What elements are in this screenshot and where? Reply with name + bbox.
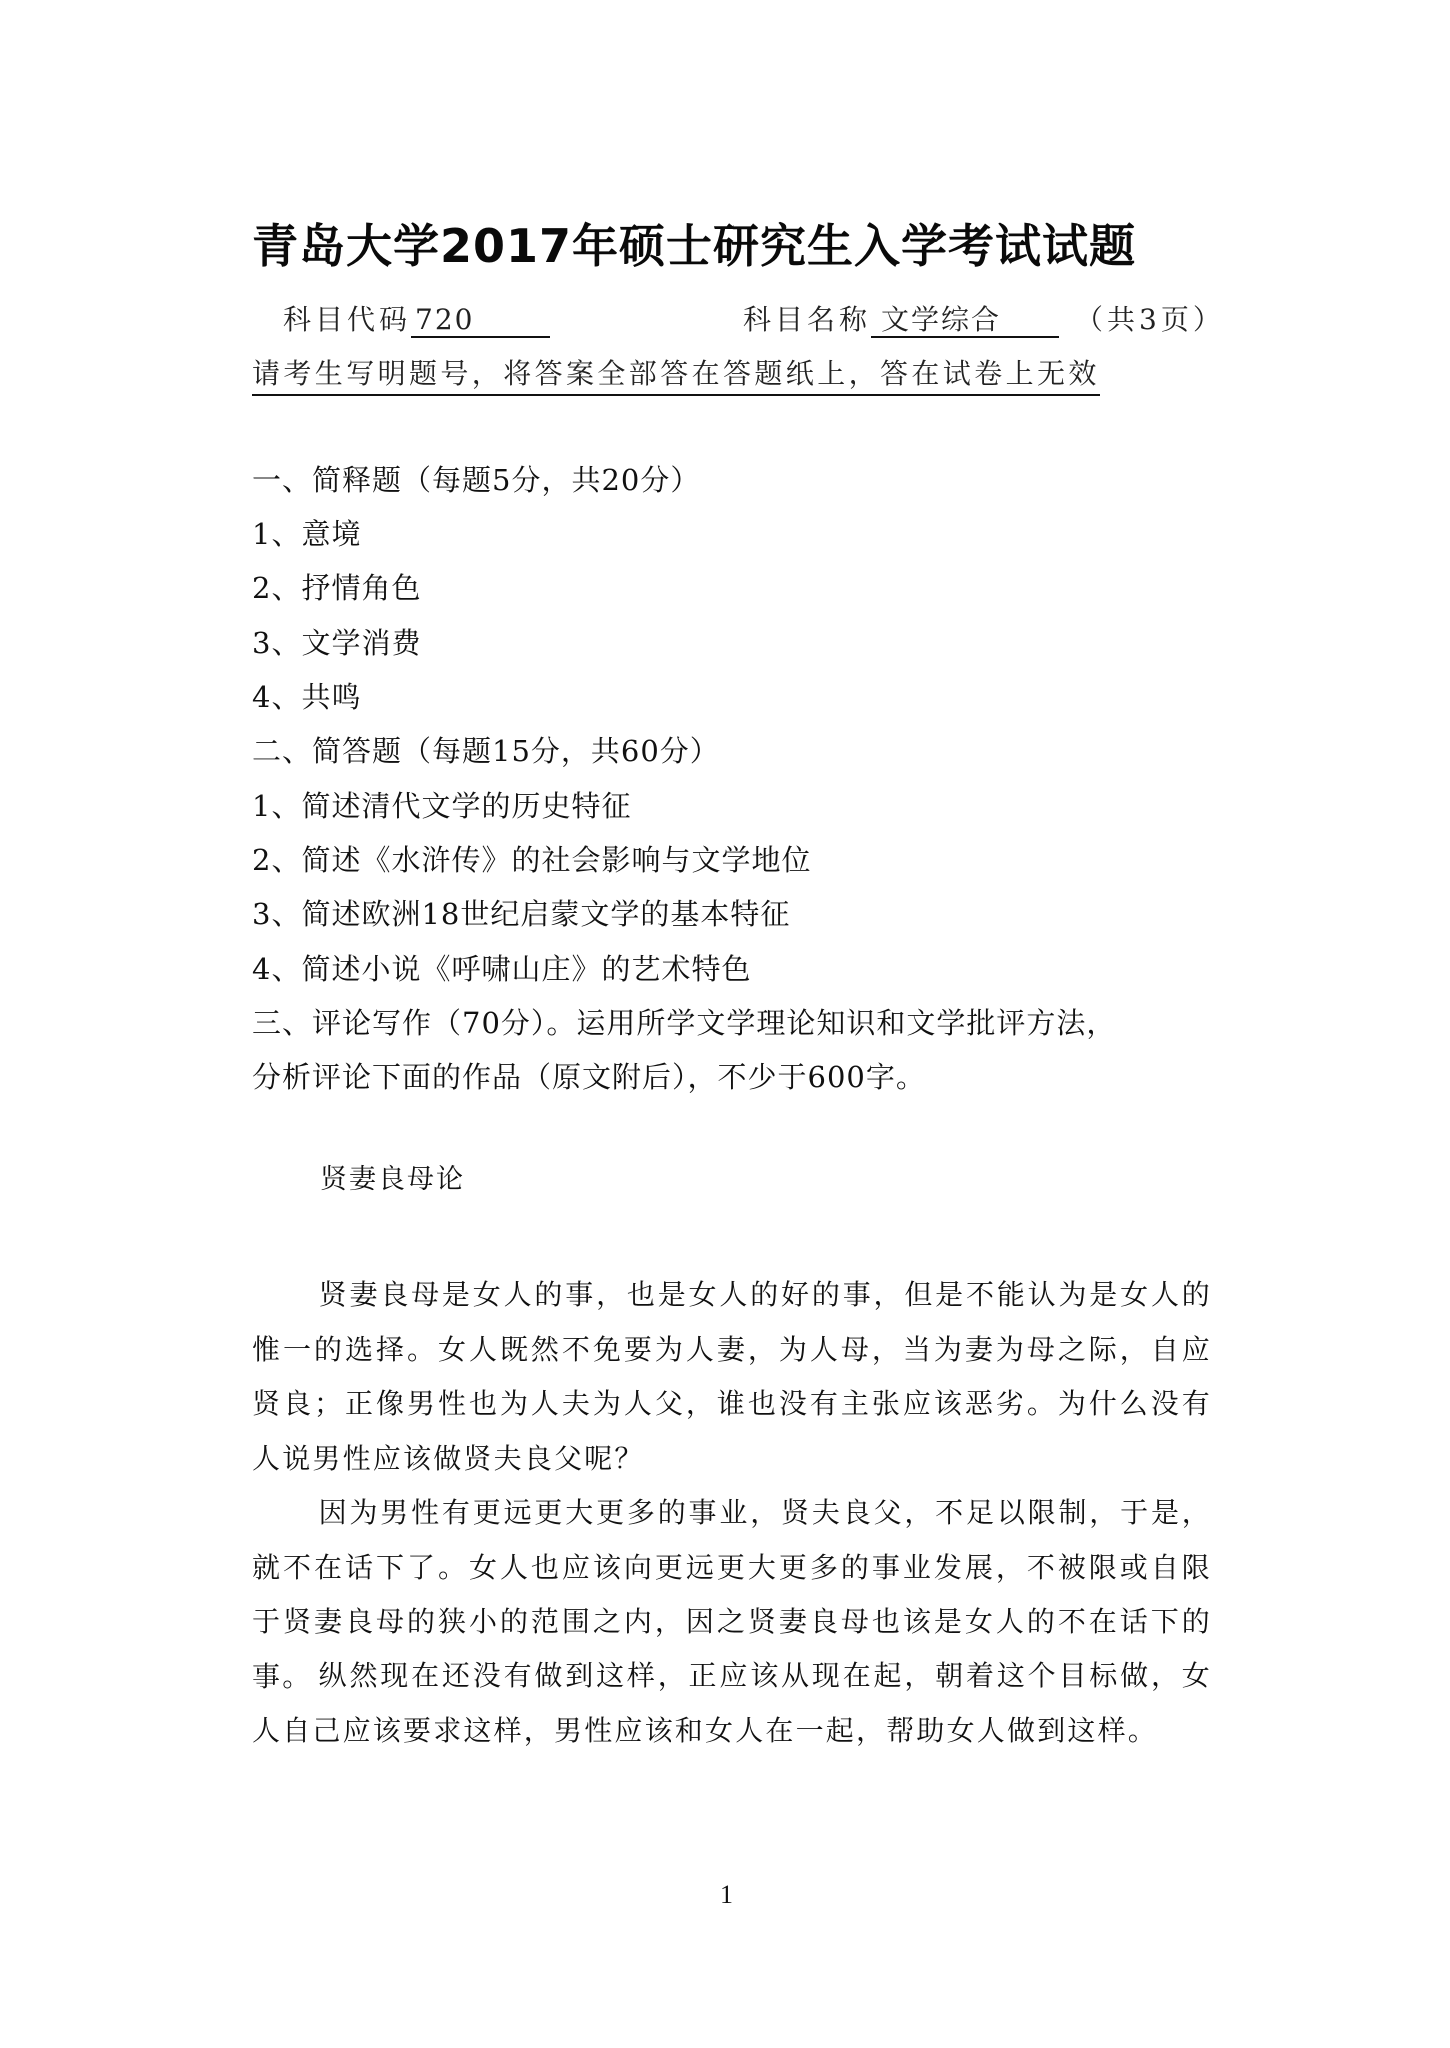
question-item: 3、文学消费	[252, 626, 422, 660]
page-number: 1	[720, 1880, 733, 1909]
section-heading-1: 一、简释题（每题5分，共20分）	[252, 463, 701, 497]
section-heading-3-cont: 分析评论下面的作品（原文附后），不少于600字。	[252, 1060, 926, 1094]
exam-notice: 请考生写明题号，将答案全部答在答题纸上，答在试卷上无效	[252, 352, 1100, 396]
essay-paragraph-3	[252, 1649, 1212, 1758]
essay-paragraph-text: 贤妻良母是女人的事，也是女人的好的事，但是不能认为是女人的惟一的选择。女人既然不免要为人妻，为人母，当为妻为母之际，自应贤良；正像男性也为人夫为人父，谁也没有主张应该恶劣。为什么没有人说男性应该做贤夫良父呢？	[252, 1278, 1212, 1475]
subject-code-label: 科目代码	[283, 303, 412, 336]
question-item: 2、简述《水浒传》的社会影响与文学地位	[252, 843, 812, 877]
question-item: 4、简述小说《呼啸山庄》的艺术特色	[252, 952, 752, 986]
section-heading-3: 三、评论写作（70分）。运用所学文学理论知识和文学批评方法，	[252, 1006, 1117, 1040]
subject-name-label: 科目名称	[743, 303, 872, 336]
subject-name-value: 文学综合	[871, 304, 1059, 338]
section-heading-2: 二、简答题（每题15分，共60分）	[252, 734, 720, 768]
question-item: 1、意境	[252, 517, 362, 551]
question-item: 1、简述清代文学的历史特征	[252, 789, 632, 823]
subject-code-row	[283, 298, 550, 338]
question-item: 3、简述欧洲18世纪启蒙文学的基本特征	[252, 897, 791, 931]
essay-title: 贤妻良母论	[320, 1164, 465, 1195]
exam-title: 青岛大学2017年硕士研究生入学考试试题	[252, 219, 1137, 273]
question-item: 2、抒情角色	[252, 571, 422, 605]
essay-paragraph-text: 因为男性有更远更大更多的事业，贤夫良父，不足以限制，于是，就不在话下了。女人也应该向更远更大更多的事业发展，不被限或自限于贤妻良母的狭小的范围之内，因之贤妻良母也该是女人的不在话下的事。	[252, 1496, 1212, 1693]
subject-name-row	[743, 298, 1225, 338]
total-pages: （共3页）	[1075, 303, 1225, 336]
essay-paragraph-text: 纵然现在还没有做到这样，正应该从现在起，朝着这个目标做，女人自己应该要求这样，男性应该和女人在一起，帮助女人做到这样。	[252, 1659, 1212, 1747]
question-item: 4、共鸣	[252, 680, 362, 714]
subject-code-value: 720	[411, 304, 550, 338]
essay-paragraph-1	[252, 1268, 1212, 1486]
